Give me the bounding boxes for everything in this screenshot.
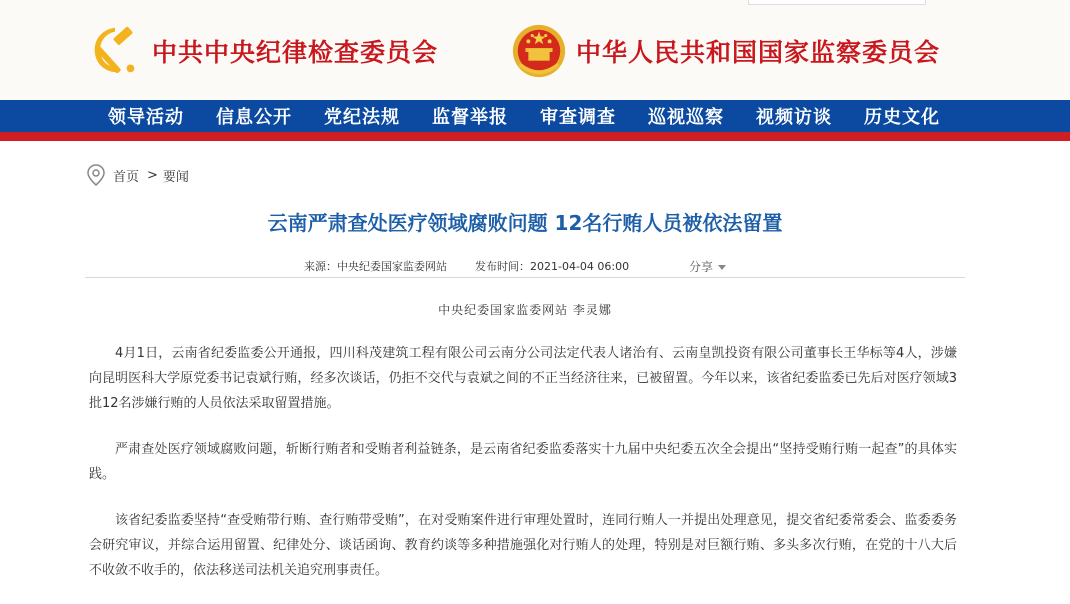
chevron-down-icon xyxy=(718,265,726,270)
article-paragraph: 4月1日，云南省纪委监委公开通报，四川科茂建筑工程有限公司云南分公司法定代表人诸治有、云南皇凯投资有限公司董事长王华标等4人，涉嫌向昆明医科大学原党委书记袁斌行贿，经多次谈话，仍拒不交代与袁斌之间的不正当经济往来，已被留置。今年以来，该省纪委监委已先后对医疗领域3批12名涉嫌行贿的人员依法采取留置措施。 xyxy=(89,346,957,411)
share-label: 分享 xyxy=(689,260,714,274)
nav-item-video[interactable]: 视频访谈 xyxy=(756,107,832,128)
nav-item-history[interactable]: 历史文化 xyxy=(864,107,940,128)
article-paragraph: 严肃查处医疗领域腐败问题，斩断行贿者和受贿者利益链条，是云南省纪委监委落实十九届中央纪委五次全会提出“坚持受贿行贿一起查”的具体实践。 xyxy=(89,442,957,482)
national-emblem-icon xyxy=(510,22,568,80)
breadcrumb-current[interactable]: 要闻 xyxy=(162,169,189,185)
nav-item-investigation[interactable]: 审查调查 xyxy=(540,107,616,128)
site-header xyxy=(0,0,1070,100)
breadcrumb xyxy=(85,163,189,187)
meta-divider xyxy=(85,277,965,278)
nsc-logo-link[interactable] xyxy=(510,22,940,80)
nav-item-inspection[interactable]: 巡视巡察 xyxy=(648,107,724,128)
breadcrumb-separator: > xyxy=(147,167,158,183)
article-byline: 中央纪委国家监委网站 李灵娜 xyxy=(438,303,612,317)
nav-item-info[interactable]: 信息公开 xyxy=(216,107,292,128)
ccdi-logo-link[interactable] xyxy=(86,22,438,80)
location-pin-icon xyxy=(85,163,107,187)
article-title: 云南严肃查处医疗领域腐败问题 12名行贿人员被依法留置 xyxy=(267,211,783,235)
article-source: 来源：中央纪委国家监委网站 xyxy=(304,260,447,273)
article-paragraph: 该省纪委监委坚持“查受贿带行贿、查行贿带受贿”，在对受贿案件进行审理处置时，连同行贿人一并提出处理意见，提交省纪委常委会、监委委务会研究审议，并综合运用留置、纪律处分、谈话函询、教育约谈等多种措施强化对行贿人的处理，特别是对巨额行贿、多头多次行贿，在党的十八大后不收敛不收手的，依法移送司法机关追究刑事责任。 xyxy=(89,513,957,578)
article-body xyxy=(89,341,957,604)
main-nav xyxy=(0,100,1070,141)
nav-item-reporting[interactable]: 监督举报 xyxy=(432,107,508,128)
party-emblem-icon xyxy=(86,22,144,80)
nsc-name: 中华人民共和国国家监察委员会 xyxy=(576,38,941,67)
breadcrumb-home[interactable]: 首页 xyxy=(113,169,140,185)
topbar-fragment xyxy=(748,0,926,5)
article-publish-time: 发布时间：2021-04-04 06:00 xyxy=(475,260,630,273)
article-meta xyxy=(85,255,965,277)
ccdi-name: 中共中央纪律检查委员会 xyxy=(152,38,439,67)
share-button[interactable] xyxy=(689,258,726,275)
nav-item-regulations[interactable]: 党纪法规 xyxy=(324,107,400,128)
nav-item-leadership[interactable]: 领导活动 xyxy=(108,107,184,128)
